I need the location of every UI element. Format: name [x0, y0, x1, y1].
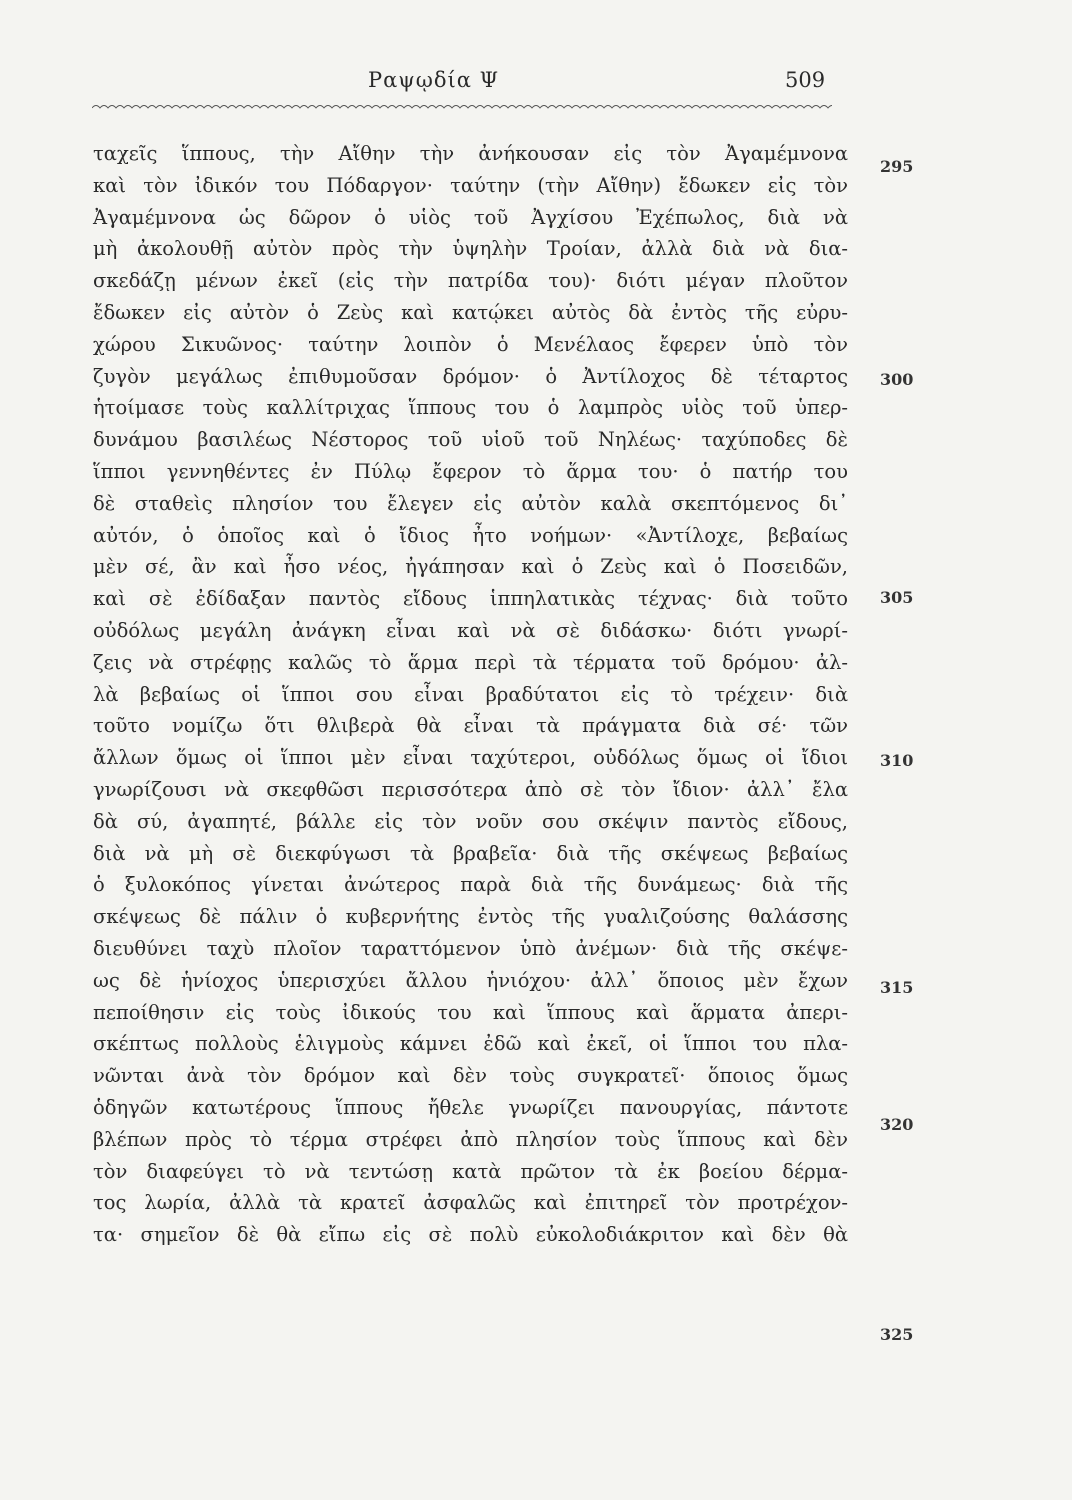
text-line: ἡτοίμασε τοὺς καλλίτριχας ἵππους του ὁ λαμπρὸς υἱὸς τοῦ ὑπερ-	[93, 396, 848, 420]
text-line: γνωρίζουσι νὰ σκεφθῶσι περισσότερα ἀπὸ σὲ τὸν ἴδιον· ἀλλ᾽ ἔλα	[93, 777, 848, 801]
running-title: Ραψῳδία Ψ	[368, 68, 500, 92]
text-line: τα· σημεῖον δὲ θὰ εἴπω εἰς σὲ πολὺ εὐκολοδιάκριτον καὶ δὲν θὰ	[93, 1223, 848, 1247]
text-line: νῶνται ἀνὰ τὸν δρόμον καὶ δὲν τοὺς συγκρατεῖ· ὅποιος ὅμως	[93, 1064, 848, 1088]
text-line: σκέψεως δὲ πάλιν ὁ κυβερνήτης ἐντὸς τῆς γυαλιζούσης θαλάσσης	[93, 905, 848, 929]
text-line: πεποίθησιν εἰς τοὺς ἰδικούς του καὶ ἵππους καὶ ἅρματα ἀπερι-	[93, 1000, 848, 1024]
text-line: Ἀγαμέμνονα ὡς δῶρον ὁ υἱὸς τοῦ Ἀγχίσου Ἐχέπωλος, διὰ νὰ	[93, 205, 848, 229]
text-line: αὐτόν, ὁ ὁποῖος καὶ ὁ ἴδιος ἦτο νοήμων· «Ἀντίλοχε, βεβαίως	[93, 523, 848, 547]
text-line: ἔδωκεν εἰς αὐτὸν ὁ Ζεὺς καὶ κατῴκει αὐτὸς δὰ ἐντὸς τῆς εὐρυ-	[93, 300, 848, 324]
text-line: οὐδόλως μεγάλη ἀνάγκη εἶναι καὶ νὰ σὲ διδάσκω· διότι γνωρί-	[93, 618, 848, 642]
text-line: μὴ ἀκολουθῇ αὐτὸν πρὸς τὴν ὑψηλὴν Τροίαν, ἀλλὰ διὰ νὰ δια-	[93, 237, 848, 261]
text-line: διὰ νὰ μὴ σὲ διεκφύγωσι τὰ βραβεῖα· διὰ τῆς σκέψεως βεβαίως	[93, 841, 848, 865]
text-line: καὶ τὸν ἰδικόν του Πόδαργον· ταύτην (τὴν Αἴθην) ἔδωκεν εἰς τὸν	[93, 173, 848, 197]
wavy-rule-divider	[92, 102, 832, 114]
text-line: χώρου Σικυῶνος· ταύτην λοιπὸν ὁ Μενέλαος ἔφερεν ὑπὸ τὸν	[93, 332, 848, 356]
text-line: ὁ ξυλοκόπος γίνεται ἀνώτερος παρὰ διὰ τῆς δυνάμεως· διὰ τῆς	[93, 873, 848, 897]
page-number: 509	[785, 68, 826, 92]
text-line: ως δὲ ἡνίοχος ὑπερισχύει ἄλλου ἡνιόχου· ἀλλ᾽ ὅποιος μὲν ἔχων	[93, 968, 848, 992]
line-number-marker: 295	[880, 157, 914, 176]
line-number-marker: 320	[880, 1115, 914, 1134]
text-line: μὲν σέ, ἂν καὶ ἦσο νέος, ἠγάπησαν καὶ ὁ Ζεὺς καὶ ὁ Ποσειδῶν,	[93, 555, 848, 579]
line-number-marker: 325	[880, 1325, 914, 1344]
line-number-marker: 305	[880, 588, 914, 607]
line-number-marker: 310	[880, 751, 914, 770]
text-line: ὁδηγῶν κατωτέρους ἵππους ἤθελε γνωρίζει πανουργίας, πάντοτε	[93, 1095, 848, 1119]
text-line: βλέπων πρὸς τὸ τέρμα στρέφει ἀπὸ πλησίον τοὺς ἵππους καὶ δὲν	[93, 1127, 848, 1151]
body-text	[93, 138, 848, 1251]
text-line: ζυγὸν μεγάλως ἐπιθυμοῦσαν δρόμον· ὁ Ἀντίλοχος δὲ τέταρτος	[93, 364, 848, 388]
text-line: τος λωρία, ἀλλὰ τὰ κρατεῖ ἀσφαλῶς καὶ ἐπιτηρεῖ τὸν προτρέχον-	[93, 1191, 848, 1215]
line-number-marker: 315	[880, 978, 914, 997]
text-line: καὶ σὲ ἐδίδαξαν παντὸς εἴδους ἱππηλατικὰς τέχνας· διὰ τοῦτο	[93, 587, 848, 611]
line-number-marker: 300	[880, 370, 914, 389]
text-line: τὸν διαφεύγει τὸ νὰ τεντώσῃ κατὰ πρῶτον τὰ ἐκ βοείου δέρμα-	[93, 1159, 848, 1183]
text-line: σκεδάζῃ μένων ἐκεῖ (εἰς τὴν πατρίδα του)· διότι μέγαν πλοῦτον	[93, 269, 848, 293]
text-line: διευθύνει ταχὺ πλοῖον ταραττόμενον ὑπὸ ἀνέμων· διὰ τῆς σκέψε-	[93, 936, 848, 960]
text-line: ἵπποι γεννηθέντες ἐν Πύλῳ ἔφερον τὸ ἅρμα του· ὁ πατήρ του	[93, 459, 848, 483]
text-line: δὲ σταθεὶς πλησίον του ἔλεγεν εἰς αὐτὸν καλὰ σκεπτόμενος δι᾽	[93, 491, 848, 515]
text-line: ἄλλων ὅμως οἱ ἵπποι μὲν εἶναι ταχύτεροι, οὐδόλως ὅμως οἱ ἴδιοι	[93, 746, 848, 770]
text-line: τοῦτο νομίζω ὅτι θλιβερὰ θὰ εἶναι τὰ πράγματα διὰ σέ· τῶν	[93, 714, 848, 738]
text-line: ζεις νὰ στρέφῃς καλῶς τὸ ἅρμα περὶ τὰ τέρματα τοῦ δρόμου· ἀλ-	[93, 650, 848, 674]
text-line: σκέπτως πολλοὺς ἑλιγμοὺς κάμνει ἐδῶ καὶ ἐκεῖ, οἱ ἵπποι του πλα-	[93, 1032, 848, 1056]
text-line: δὰ σύ, ἀγαπητέ, βάλλε εἰς τὸν νοῦν σου σκέψιν παντὸς εἴδους,	[93, 809, 848, 833]
text-line: ταχεῖς ἵππους, τὴν Αἴθην τὴν ἀνήκουσαν εἰς τὸν Ἀγαμέμνονα	[93, 142, 848, 165]
text-line: δυνάμου βασιλέως Νέστορος τοῦ υἱοῦ τοῦ Νηλέως· ταχύποδες δὲ	[93, 428, 848, 452]
text-line: λὰ βεβαίως οἱ ἵπποι σου εἶναι βραδύτατοι εἰς τὸ τρέχειν· διὰ	[93, 682, 848, 706]
